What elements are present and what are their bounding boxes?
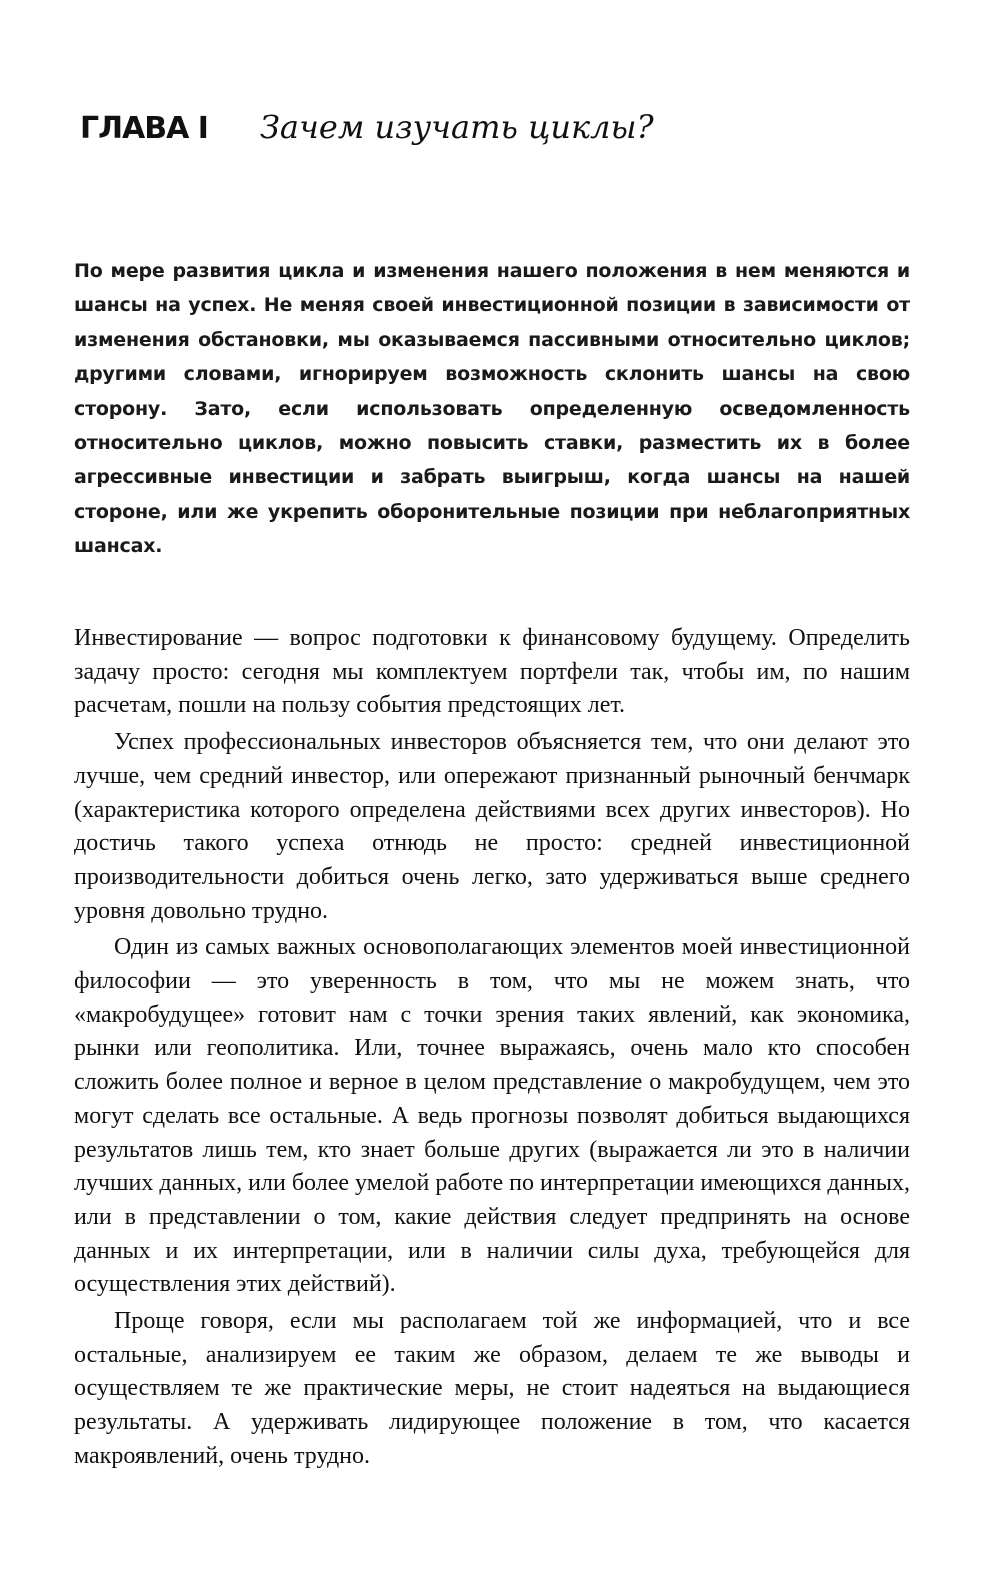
chapter-header	[80, 108, 654, 146]
epigraph: По мере развития цикла и изменения нашего положения в нем меняются и шансы на успех. Не меняя своей инвестиционной позиции в зависимости от изменения обстановки, мы оказываемся пассивными относительно циклов; другими словами, игнорируем возможность склонить шансы на свою сторону. Зато, если использовать определенную осведомленность относительно циклов, можно повысить ставки, разместить их в более агрессивные инвестиции и забрать выигрыш, когда шансы на нашей стороне, или же укрепить оборонительные позиции при неблагоприятных шансах.	[74, 260, 910, 558]
body-text	[74, 622, 910, 1474]
paragraph-1: Инвестирование — вопрос подготовки к финансовому будущему. Определить задачу просто: сегодня мы комплектуем портфели так, чтобы им, по нашим расчетам, пошли на пользу события предстоящих лет.	[74, 625, 910, 719]
chapter-label: ГЛАВА I	[80, 111, 208, 146]
paragraph-3: Один из самых важных основополагающих элементов моей инвестиционной философии — это уверенность в том, что мы не можем знать, что «макробудущее» готовит нам с точки зрения таких явлений, как экономика, рынки или геополитика. Или, точнее выражаясь, очень мало кто способен сложить более полное и верное в целом представление о макробудущем, чем это могут сделать все остальные. А ведь прогнозы позволят добиться выдающихся результатов лишь тем, кто знает больше других (выражается ли это в наличии лучших данных, или более умелой работе по интерпретации имеющихся данных, или в представлении о том, какие действия следует предпринять на основе данных и их интерпретации, или в наличии силы духа, требующейся для осуществления этих действий).	[74, 934, 910, 1298]
paragraph-4: Проще говоря, если мы располагаем той же информацией, что и все остальные, анализируем ее таким же образом, делаем те же выводы и осуществляем те же практические меры, не стоит надеяться на выдающиеся результаты. А удерживать лидирующее положение в том, что касается макроявлений, очень трудно.	[74, 1308, 910, 1469]
paragraph-2: Успех профессиональных инвесторов объясняется тем, что они делают это лучше, чем средний инвестор, или опережают признанный рыночный бенчмарк (характеристика которого определена действиями всех других инвесторов). Но достичь такого успеха отнюдь не просто: средней инвестиционной производительности добиться очень легко, зато удерживаться выше среднего уровня довольно трудно.	[74, 729, 910, 924]
chapter-title: Зачем изучать циклы?	[259, 108, 654, 146]
